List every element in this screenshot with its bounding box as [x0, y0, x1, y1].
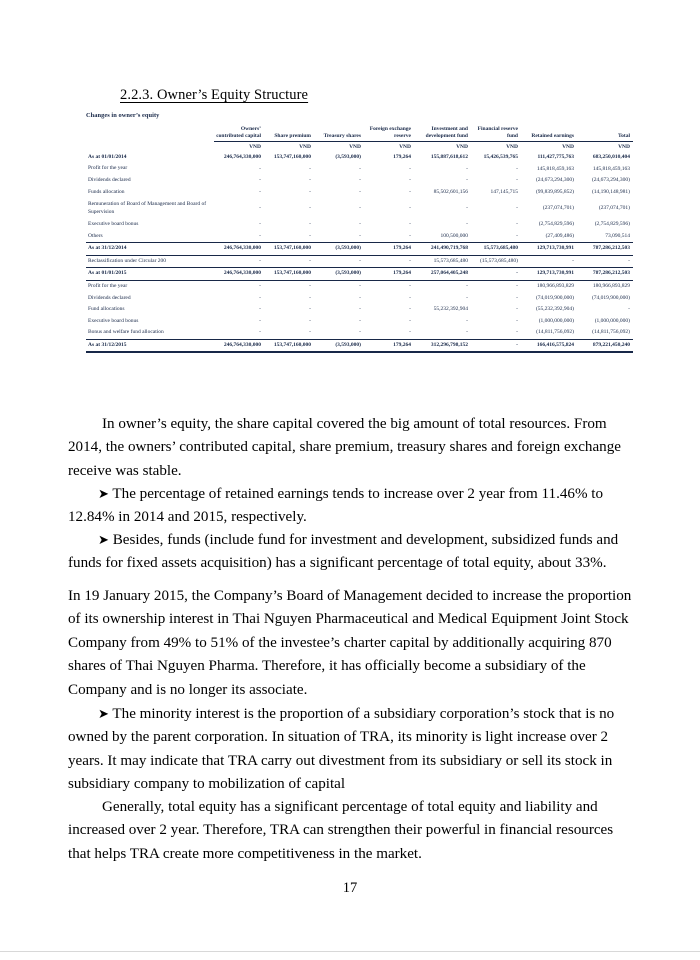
table-cell-total: 145,818,459,163 [592, 165, 630, 172]
table-cell-retained_earnings: 180,966,893,829 [536, 283, 574, 290]
table-cell-financial_reserve_fund: - [516, 283, 518, 290]
table-cell-total: 683,250,010,404 [592, 153, 630, 160]
body-paragraph-2-block [68, 585, 633, 702]
table-header [86, 126, 633, 152]
arrow-bullet-icon: ➤ [98, 533, 109, 548]
table-cell-financial_reserve_fund: - [471, 268, 521, 281]
table-cell-treasury_shares: - [359, 177, 361, 184]
table-cell-financial_reserve_fund: 15,573,685,480 [471, 243, 521, 256]
table-cell-foreign_exchange_reserve: - [409, 283, 411, 290]
table-cell-investment_and_development_fund: - [466, 165, 468, 172]
table-row-label: Remuneration of Board of Management and Board of Supervision [88, 201, 207, 215]
table-col-unit-total: VND [577, 142, 633, 152]
table-row [86, 327, 633, 339]
table-cell-total: 787,286,212,503 [577, 243, 633, 256]
table-cell-investment_and_development_fund: - [414, 327, 471, 339]
table-cell-foreign_exchange_reserve: - [409, 294, 411, 301]
changes-in-owners-equity-table [86, 126, 633, 353]
table-row-label: As at 31/12/2014 [86, 243, 214, 256]
table-cell-owners_contributed_capital: - [259, 177, 261, 184]
table-cell-treasury_shares: (3,593,000) [314, 268, 364, 281]
bullet-1-text: The percentage of retained earnings tends to increase over 2 year from 11.46% to 12.84% in 2014 and 2015, respectively. [68, 486, 604, 526]
table-row [86, 219, 633, 231]
bullet-2-text: Besides, funds (include fund for investment and development, subsidized funds and funds for fixed assets acquisition) has a significant percentage of total equity, about 33%. [68, 532, 619, 572]
table-row [86, 292, 633, 304]
table-cell-investment_and_development_fund: 241,490,719,768 [414, 243, 471, 256]
table-col-header-treasury_shares: Treasury shares [323, 133, 361, 140]
table-cell-foreign_exchange_reserve: 179,264 [364, 339, 414, 352]
table-cell-financial_reserve_fund: - [516, 177, 518, 184]
table-row-label: As at 01/01/2015 [86, 268, 214, 281]
table-cell-total: (24,673,294,300) [591, 177, 630, 184]
table-row-label: Dividends declared [88, 294, 131, 301]
table-header-row [86, 126, 633, 142]
table-cell-retained_earnings: (2,754,829,596) [538, 221, 574, 228]
table-row [86, 268, 633, 281]
page-bottom-divider [0, 951, 700, 952]
table-cell-treasury_shares: (3,593,000) [314, 339, 364, 352]
table-cell-treasury_shares: (3,593,000) [335, 153, 361, 160]
table-cell-owners_contributed_capital: 246,764,330,000 [214, 339, 264, 352]
table-cell-owners_contributed_capital: - [214, 327, 264, 339]
bullet-3-block [68, 703, 633, 797]
table-col-unit-label [86, 142, 214, 152]
table-cell-foreign_exchange_reserve: - [409, 165, 411, 172]
table-cell-investment_and_development_fund: 100,500,000 [414, 231, 471, 243]
table-cell-total: (2,754,829,596) [594, 221, 630, 228]
table-cell-investment_and_development_fund: - [466, 317, 468, 324]
table-row-label: Funds allocation [88, 188, 125, 195]
table-col-header-retained_earnings: Retained earnings [531, 133, 574, 140]
table-cell-investment_and_development_fund: 15,573,685,480 [414, 255, 471, 268]
table-cell-treasury_shares: - [314, 255, 364, 268]
table-cell-retained_earnings: (55,232,392,904) [535, 306, 574, 313]
table-cell-owners_contributed_capital: 246,764,330,000 [214, 268, 264, 281]
table-cell-investment_and_development_fund: 55,232,392,904 [433, 306, 468, 313]
table-cell-treasury_shares: - [314, 231, 364, 243]
table-cell-owners_contributed_capital: - [259, 306, 261, 313]
table-cell-foreign_exchange_reserve: - [364, 255, 414, 268]
arrow-bullet-icon: ➤ [98, 487, 109, 502]
table-cell-financial_reserve_fund: (15,573,685,480) [471, 255, 521, 268]
table-cell-investment_and_development_fund: - [466, 294, 468, 301]
table-cell-share_premium: - [309, 221, 311, 228]
table-cell-investment_and_development_fund: - [466, 283, 468, 290]
table-col-header-share_premium: Share premium [274, 133, 311, 140]
table-cell-treasury_shares: - [359, 221, 361, 228]
table-row-label: Others [86, 231, 214, 243]
bullet-2-block [68, 529, 633, 576]
table-cell-financial_reserve_fund: - [471, 327, 521, 339]
table-cell-foreign_exchange_reserve: - [409, 221, 411, 228]
table-col-unit-investment_and_development_fund: VND [414, 142, 471, 152]
table-col-unit-share_premium: VND [264, 142, 314, 152]
arrow-bullet-icon: ➤ [98, 707, 109, 722]
table-cell-foreign_exchange_reserve: - [364, 231, 414, 243]
table-row-label: Bonus and welfare fund allocation [86, 327, 214, 339]
table-cell-share_premium: - [309, 204, 311, 211]
table-col-header-label [86, 126, 214, 142]
table-cell-owners_contributed_capital: - [259, 221, 261, 228]
paragraph-3: Generally, total equity has a significant percentage of total equity and liability and increased over 2 year. Therefore, TRA can strengthen their powerful in financial resources that helps TRA create more competitiveness in the market. [68, 799, 614, 862]
table-cell-owners_contributed_capital: - [214, 255, 264, 268]
table-row-label: As at 01/01/2014 [88, 153, 127, 160]
table-col-unit-retained_earnings: VND [521, 142, 577, 152]
table-cell-financial_reserve_fund: - [516, 294, 518, 301]
table-cell-total: (74,019,900,000) [591, 294, 630, 301]
table-cell-retained_earnings: (24,673,294,300) [535, 177, 574, 184]
body-paragraph-1-block [68, 413, 633, 483]
table-cell-treasury_shares: - [359, 306, 361, 313]
table-cell-foreign_exchange_reserve: - [364, 327, 414, 339]
table-col-unit-foreign_exchange_reserve: VND [364, 142, 414, 152]
table-col-unit-owners_contributed_capital: VND [214, 142, 264, 152]
table-cell-retained_earnings: (1,000,000,000) [538, 317, 574, 324]
table-cell-owners_contributed_capital: - [259, 165, 261, 172]
table-cell-treasury_shares: - [359, 283, 361, 290]
table-cell-owners_contributed_capital: - [259, 204, 261, 211]
table-cell-share_premium: - [309, 294, 311, 301]
table-cell-share_premium: 153,747,160,000 [273, 153, 311, 160]
page-title: 2.2.3. Owner’s Equity Structure [120, 87, 309, 103]
table-cell-investment_and_development_fund: - [466, 177, 468, 184]
table-cell-owners_contributed_capital: - [259, 188, 261, 195]
table-cell-foreign_exchange_reserve: - [409, 204, 411, 211]
bullet-item-1 [68, 483, 633, 530]
table-col-header-foreign_exchange_reserve: Foreign exchange reserve [369, 126, 411, 140]
table-cell-total: (1,000,000,000) [594, 317, 630, 324]
table-cell-share_premium: - [309, 177, 311, 184]
table-cell-share_premium: 153,747,160,000 [264, 243, 314, 256]
table-cell-owners_contributed_capital: - [259, 317, 261, 324]
table-col-header-owners_contributed_capital: Owners’ contributed capital [216, 126, 261, 140]
table-col-unit-treasury_shares: VND [314, 142, 364, 152]
table-cell-financial_reserve_fund: - [516, 204, 518, 211]
table-cell-financial_reserve_fund: 147,145,715 [490, 188, 518, 195]
table-row [86, 163, 633, 175]
table-row [86, 280, 633, 292]
table-cell-investment_and_development_fund: - [466, 204, 468, 211]
table-cell-financial_reserve_fund: 15,426,539,765 [483, 153, 518, 160]
table-cell-retained_earnings: 166,416,575,824 [521, 339, 577, 352]
paragraph-1: In owner’s equity, the share capital covered the big amount of total resources. From 2014, the owners’ contributed capital, share premium, treasury shares and foreign exchange receive was stable. [68, 416, 621, 479]
table-cell-total: - [628, 306, 630, 313]
table-cell-retained_earnings: 129,713,730,991 [521, 243, 577, 256]
paragraph-2: In 19 January 2015, the Company’s Board of Management decided to increase the proportion of its ownership interest in Thai Nguyen Pharmaceutical and Medical Equipment Joint Stock Company from 49% to 51% of the investee’s charter capital by additionally acquiring 870 shares of Thai Nguyen Pharma. Therefore, it has officially become a subsidiary of the Company and is no longer its associate. [68, 588, 632, 698]
table-row-label: Dividends declared [88, 177, 131, 183]
table-cell-share_premium: - [309, 165, 311, 172]
table-row-label: As at 31/12/2015 [86, 339, 214, 352]
table-col-header-investment_and_development_fund: Investment and development fund [425, 126, 468, 140]
table-row-label: Reclassification under Circular 200 [86, 255, 214, 268]
table-cell-share_premium: 153,747,160,000 [264, 268, 314, 281]
table-cell-retained_earnings: - [521, 255, 577, 268]
table-cell-financial_reserve_fund: - [471, 339, 521, 352]
table-row [86, 231, 633, 243]
table-cell-investment_and_development_fund: - [466, 221, 468, 228]
table-cell-treasury_shares: - [314, 327, 364, 339]
table-cell-foreign_exchange_reserve: - [409, 306, 411, 313]
table-row [86, 304, 633, 316]
table-cell-share_premium: - [309, 188, 311, 195]
page-number: 17 [342, 880, 358, 896]
table-row [86, 339, 633, 352]
table-cell-share_premium: - [309, 317, 311, 324]
table-cell-total: - [577, 255, 633, 268]
table-cell-share_premium: - [309, 306, 311, 313]
table-cell-owners_contributed_capital: 246,764,330,000 [214, 243, 264, 256]
table-cell-share_premium: - [264, 231, 314, 243]
table-cell-financial_reserve_fund: - [516, 221, 518, 228]
table-cell-treasury_shares: - [359, 294, 361, 301]
table-caption: Changes in owner’s equity [86, 112, 160, 119]
bullet-item-2 [68, 529, 633, 576]
table-cell-treasury_shares: - [359, 317, 361, 324]
bullet-3-text: The minority interest is the proportion of a subsidiary corporation’s stock that is no owned by the parent corporation. In situation of TRA, its minority is light increase over 2 years. It may indicate that TRA carry out divestment from its subsidiary or sell its stock in subsidiary company to mobilization of capital [68, 706, 615, 793]
table-cell-retained_earnings: (99,839,895,852) [535, 188, 574, 195]
table-row [86, 175, 633, 187]
table-col-header-total: Total [617, 133, 630, 140]
owners-equity-table-figure [86, 112, 630, 353]
table-cell-total: (14,811,756,092) [577, 327, 633, 339]
bullet-1-block [68, 483, 633, 530]
table-cell-retained_earnings: (14,811,756,092) [521, 327, 577, 339]
table-cell-foreign_exchange_reserve: 179,264 [364, 268, 414, 281]
table-col-header-financial_reserve_fund: Financial reserve fund [477, 126, 518, 140]
table-row [86, 255, 633, 268]
table-cell-foreign_exchange_reserve: 179,264 [393, 153, 411, 160]
table-cell-total: 787,286,212,503 [577, 268, 633, 281]
table-cell-owners_contributed_capital: 246,764,330,000 [223, 153, 261, 160]
table-col-unit-financial_reserve_fund: VND [471, 142, 521, 152]
table-row [86, 198, 633, 219]
table-cell-treasury_shares: - [359, 165, 361, 172]
table-cell-share_premium: - [309, 283, 311, 290]
table-cell-total: 180,966,893,829 [592, 283, 630, 290]
table-cell-total: (237,074,701) [598, 204, 630, 211]
table-cell-retained_earnings: 111,427,775,763 [537, 153, 574, 160]
table-cell-treasury_shares: (3,593,000) [314, 243, 364, 256]
table-cell-share_premium: - [264, 327, 314, 339]
table-unit-row [86, 142, 633, 152]
table-cell-foreign_exchange_reserve: 179,264 [364, 243, 414, 256]
table-cell-treasury_shares: - [359, 204, 361, 211]
body-paragraph-3-block [68, 796, 633, 866]
table-cell-financial_reserve_fund: - [471, 231, 521, 243]
table-row [86, 187, 633, 199]
table-cell-retained_earnings: (27,409,486) [521, 231, 577, 243]
table-cell-retained_earnings: (237,074,701) [542, 204, 574, 211]
table-cell-total: 879,221,450,240 [577, 339, 633, 352]
table-cell-retained_earnings: (74,019,900,000) [535, 294, 574, 301]
table-cell-owners_contributed_capital: - [214, 231, 264, 243]
table-cell-investment_and_development_fund: 85,502,601,156 [433, 188, 468, 195]
table-cell-share_premium: - [264, 255, 314, 268]
table-row-label: Executive board bonus [88, 221, 139, 227]
table-row-label: Fund allocations [88, 306, 125, 313]
table-cell-financial_reserve_fund: - [516, 317, 518, 324]
table-cell-financial_reserve_fund: - [516, 165, 518, 172]
table-cell-owners_contributed_capital: - [259, 294, 261, 301]
table-cell-owners_contributed_capital: - [259, 283, 261, 290]
table-row [86, 243, 633, 256]
table-cell-total: (14,190,148,981) [591, 188, 630, 195]
table-cell-total: 73,090,514 [577, 231, 633, 243]
table-cell-treasury_shares: - [359, 188, 361, 195]
table-cell-foreign_exchange_reserve: - [409, 317, 411, 324]
table-cell-investment_and_development_fund: 312,296,798,152 [414, 339, 471, 352]
table-row-label: Executive board bonus [88, 317, 139, 324]
table-row [86, 316, 633, 328]
table-cell-investment_and_development_fund: 155,887,618,612 [430, 153, 468, 160]
table-cell-retained_earnings: 145,818,459,163 [536, 165, 574, 172]
table-cell-foreign_exchange_reserve: - [409, 177, 411, 184]
table-body [86, 152, 633, 353]
table-cell-foreign_exchange_reserve: - [409, 188, 411, 195]
table-row-label: Profit for the year [88, 282, 128, 289]
bullet-item-3 [68, 703, 633, 797]
table-cell-investment_and_development_fund: 257,064,405,248 [414, 268, 471, 281]
table-cell-share_premium: 153,747,160,000 [264, 339, 314, 352]
table-cell-financial_reserve_fund: - [516, 306, 518, 313]
table-row [86, 152, 633, 164]
table-cell-retained_earnings: 129,713,730,991 [521, 268, 577, 281]
table-row-label: Profit for the year [88, 165, 128, 172]
